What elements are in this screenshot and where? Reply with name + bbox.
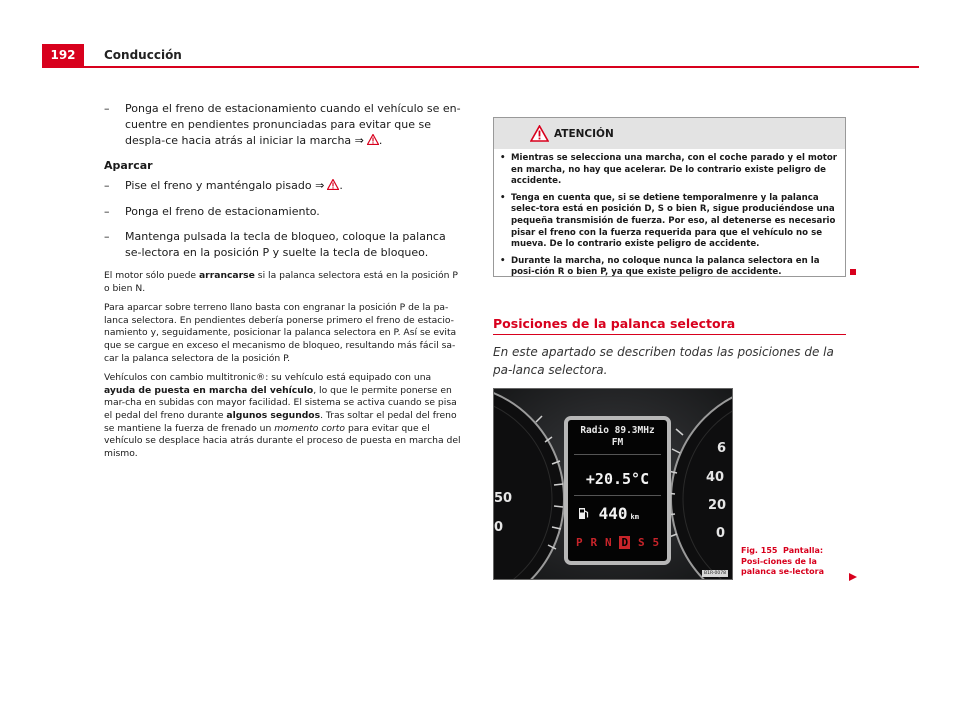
list-item: – Mantenga pulsada la tecla de bloqueo, coloque la palanca se-lectora en la posición P y suelte la tecla de bloqueo. [104, 229, 464, 261]
gauge-label-right: 6 [717, 441, 727, 456]
attention-box [493, 117, 846, 277]
page-number: 192 [42, 44, 84, 66]
paragraph-engine-start: El motor sólo puede arrancarse si la palanca selectora está en la posición P o bien N. [104, 270, 458, 294]
end-of-section-marker [850, 269, 856, 275]
gear-d-active: D [621, 535, 629, 549]
radio-band: FM [611, 437, 624, 448]
attention-item: • Durante la marcha, no coloque nunca la palanca selectora en la posi-ción R o bien P, ya que existe peligro de accidente. [500, 255, 820, 278]
gear-s: S [637, 535, 645, 549]
attention-item: • Tenga en cuenta que, si se detiene temporalmenre y la palanca selec-tora está en posición D, S o bien R, sigue produciéndose una pequeña transmisión de fuerza. Por eso, al detenerse es necesario pisar el freno con la fuerza requerida para que el vehículo no se mueva. De lo contrario existe peligro de accidente. [500, 192, 836, 250]
attention-item: • Mientras se selecciona una marcha, con el coche parado y el motor en marcha, no hay que acelerar. De lo contrario existe peligro de accidente. [500, 153, 837, 187]
fuel-range: 440 km [578, 504, 639, 524]
gear-indicator [572, 533, 663, 551]
figure-code: B1R-0078 [704, 571, 726, 576]
left-column [104, 101, 464, 467]
chapter-title: Conducción [104, 48, 182, 62]
fuel-pump-icon [578, 505, 589, 524]
warning-icon [530, 125, 549, 146]
gauge-label-right: 40 [706, 470, 725, 485]
radio-station: Radio 89.3MHz [580, 425, 655, 436]
attention-header [494, 118, 845, 149]
instrument-cluster-figure [493, 388, 733, 580]
gear-p: P [575, 535, 583, 549]
warning-icon [327, 179, 339, 195]
gauge-label-right: 20 [708, 498, 727, 513]
list-item-text: Pise el freno y manténgalo pisado ⇒ [125, 179, 325, 192]
gauge-label-left: 50 [494, 491, 513, 506]
list-item: – Pise el freno y manténgalo pisado ⇒ . [104, 178, 464, 195]
figure-caption: Fig. 155 Pantalla: Posi-ciones de la palanca se-lectora [741, 546, 824, 576]
list-item: – Ponga el freno de estacionamiento. [104, 204, 464, 220]
paragraph-parking: Para aparcar sobre terreno llano basta con engranar la posición P de la pa-lanca selectora. En pendientes debería ponerse primero el freno de estacio-namiento y, seguidamente, posicionar la palanca selectora en P. Así se evita que se cargue en exceso el mecanismo de bloqueo, resultando más fácil sa-car la palanca selectora de la posición P. [104, 302, 457, 364]
list-item: – Ponga el freno de estacionamiento cuando el vehículo se en-cuentre en pendientes pronunciadas para evitar que se despla-ce hacia atrás al iniciar la marcha ⇒ . [104, 101, 464, 150]
gear-n: N [604, 535, 612, 549]
gear-5: 5 [652, 535, 660, 549]
subheading-aparcar: Aparcar [104, 159, 153, 172]
list-item-text: Ponga el freno de estacionamiento cuando el vehículo se en-cuentre en pendientes pronunciadas para evitar que se despla-ce hacia atrás al iniciar la marcha ⇒ [125, 102, 461, 147]
outside-temperature: +20.5°C [585, 470, 650, 488]
attention-title: ATENCIÓN [554, 127, 614, 140]
section-intro: En este apartado se describen todas las posiciones de la pa-lanca selectora. [493, 345, 834, 377]
list-item-text: Mantenga pulsada la tecla de bloqueo, coloque la palanca se-lectora en la posición P y suelte la tecla de bloqueo. [125, 230, 446, 259]
warning-icon [367, 134, 379, 150]
gauge-label-right: 0 [716, 526, 726, 541]
gear-r: R [590, 535, 598, 549]
continue-arrow-icon [849, 566, 857, 585]
gauge-label-left: 0 [494, 520, 504, 535]
section-heading: Posiciones de la palanca selectora [493, 316, 846, 335]
paragraph-multitronic: Vehículos con cambio multitronic®: su vehículo está equipado con una ayuda de puesta en marcha del vehículo, lo que le permite ponerse en mar-cha en subidas con mayor facilidad. El sistema se activa cuando se pisa el pedal del freno durante algunos segundos. Tras soltar el pedal del freno se mantiene la fuerza de frenado un momento corto para evitar que el vehículo se desplace hacia atrás durante el proceso de puesta en marcha del mismo. [104, 372, 461, 459]
header-rule [42, 66, 919, 68]
list-item-text: Ponga el freno de estacionamiento. [125, 205, 320, 218]
multifunction-display [564, 416, 671, 565]
